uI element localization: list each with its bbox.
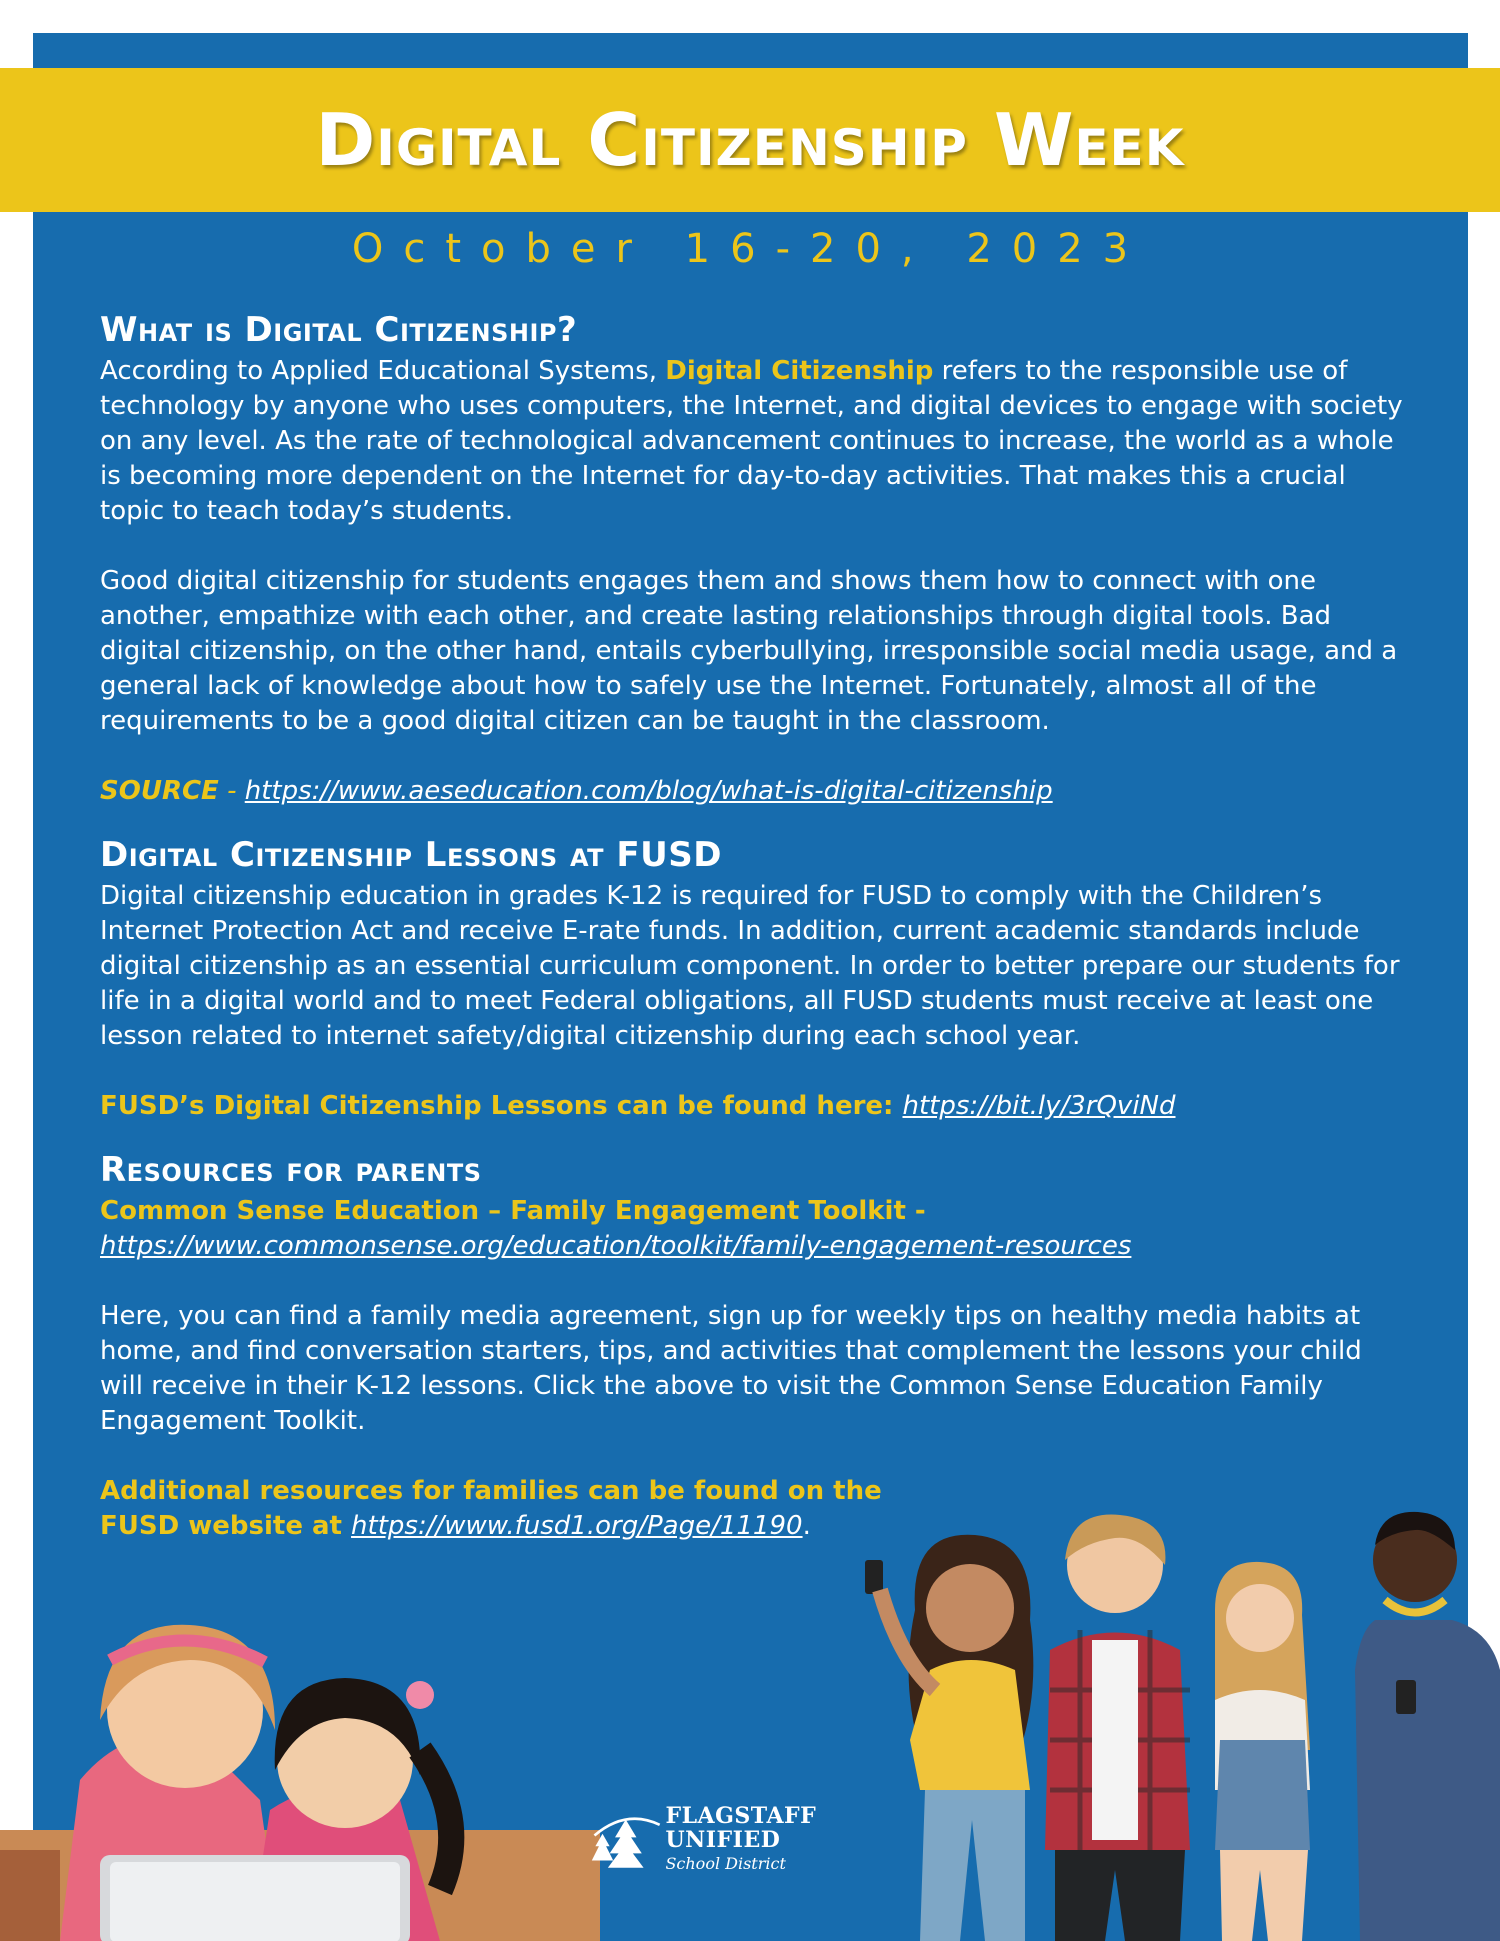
additional-label: FUSD website at <box>100 1511 352 1541</box>
source-separator: - <box>218 776 245 806</box>
what-is-paragraph-2: Good digital citizenship for students engages them and shows them how to connect with one another, empathize with each other, and create lasting relationships through digital tools. Bad digital citizenship, on the other hand, entails cyberbullying, irresponsible social media usage, and a general lack of knowledge about how to safely use the Internet. Fortunately, almost all of the requirements to be a good digital citizen can be taught in the classroom. <box>100 566 1398 736</box>
toolkit-label: Common Sense Education – Family Engagement Toolkit - <box>100 1196 926 1226</box>
event-date: October 16-20, 2023 <box>351 226 1149 272</box>
page-title: Digital Citizenship Week <box>315 98 1185 182</box>
what-is-paragraph-1 <box>100 354 1410 529</box>
kids-laptop-photo <box>0 1600 600 1941</box>
pine-tree-mountain-icon <box>590 1805 661 1875</box>
source-label: SOURCE <box>100 776 219 806</box>
logo-line-2: School District <box>665 1854 786 1873</box>
toolkit-link[interactable]: https://www.commonsense.org/education/toolkit/family-engagement-resources <box>100 1231 1132 1261</box>
toolkit-link-line <box>100 1229 1410 1264</box>
section-heading-resources: Resources for parents <box>100 1150 482 1190</box>
resources-paragraph: Here, you can find a family media agreement, sign up for weekly tips on healthy media habits at home, and find conversation starters, tips, and activities that complement the lessons your child will receive in their K-12 lessons. Click the above to visit the Common Sense Education Family Engagement Toolkit. <box>100 1301 1362 1436</box>
logo-line-1: FLAGSTAFF UNIFIED <box>665 1803 817 1853</box>
section-heading-lessons: Digital Citizenship Lessons at FUSD <box>100 835 722 875</box>
text-span: According to Applied Educational Systems, <box>100 356 666 386</box>
lessons-link-line <box>100 1089 1410 1124</box>
text-span: . <box>802 1511 811 1541</box>
highlight-digital-citizenship: Digital Citizenship <box>665 356 934 386</box>
lessons-label: FUSD’s Digital Citizenship Lessons can be found here: <box>100 1091 903 1121</box>
text-span: refers to the responsible use of technology by anyone who uses computers, the Internet, and digital devices to engage with society on any level. As the rate of technological advancement continues to increase, the world as a whole is becoming more dependent on the Internet for day-to-day activities. That makes this a crucial topic to teach today’s students. <box>100 356 1403 526</box>
source-link[interactable]: https://www.aeseducation.com/blog/what-is-digital-citizenship <box>244 776 1053 806</box>
main-content <box>100 306 1410 1544</box>
additional-line-1: Additional resources for families can be found on the <box>100 1476 882 1506</box>
lessons-paragraph: Digital citizenship education in grades K-12 is required for FUSD to comply with the Children’s Internet Protection Act and receive E-rate funds. In addition, current academic standards include digital citizenship as an essential curriculum component. In order to better prepare our students for life in a digital world and to meet Federal obligations, all FUSD students must receive at least one lesson related to internet safety/digital citizenship during each school year. <box>100 881 1400 1051</box>
fusd-website-link[interactable]: https://www.fusd1.org/Page/11190 <box>351 1511 803 1541</box>
source-line <box>100 774 1410 809</box>
section-heading-what-is: What is Digital Citizenship? <box>100 310 578 350</box>
logo-text <box>665 1804 910 1876</box>
lessons-link[interactable]: https://bit.ly/3rQviNd <box>902 1091 1176 1121</box>
fusd-logo <box>590 1805 910 1875</box>
teens-phones-photo <box>840 1490 1500 1941</box>
